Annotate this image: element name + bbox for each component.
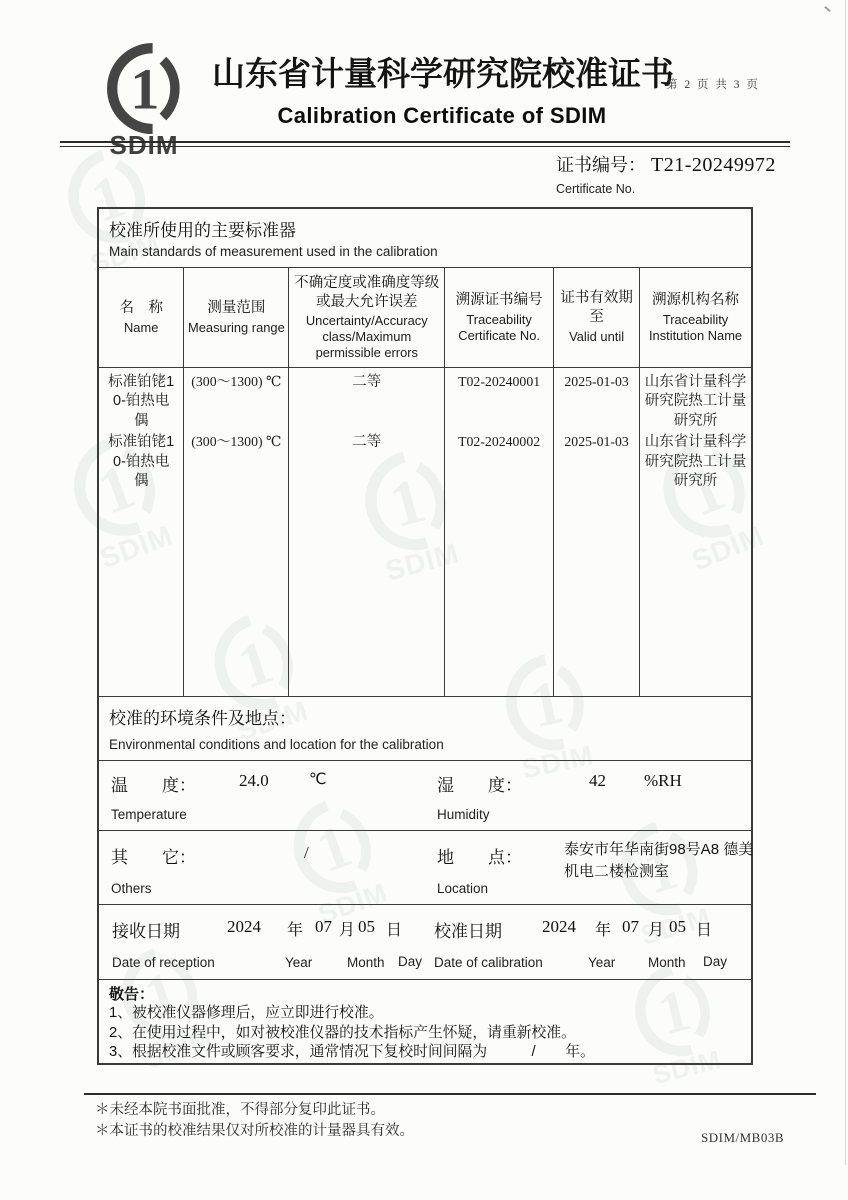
reception-month-value: 07	[315, 917, 332, 937]
others-location-row	[99, 831, 754, 906]
environment-title-zh: 校准的环境条件及地点：	[109, 708, 296, 728]
sdim-logo-text: SDIM	[109, 130, 179, 160]
col-header-valid-until-en: Valid until	[569, 329, 625, 345]
environment-section-title	[99, 697, 751, 762]
location-value: 泰安市年华南街98号A8 德美机电二楼检测室	[564, 840, 754, 880]
footer-divider	[84, 1093, 816, 1095]
std-row2-accuracy: 二等	[352, 433, 382, 450]
std-col-institution	[640, 368, 751, 696]
year-unit-en-2: Year	[588, 954, 616, 970]
certificate-body	[97, 207, 753, 1065]
temperature-label-zh: 温 度：	[111, 776, 196, 796]
svg-text:1: 1	[130, 56, 160, 122]
sdim-logo-emblem	[101, 38, 187, 134]
year-unit-zh-2: 年	[595, 922, 612, 940]
std-row1-name: 标准铂铑10-铂热电偶	[108, 373, 175, 429]
day-unit-en-2: Day	[703, 953, 728, 969]
std-col-range	[184, 368, 289, 696]
footnote-1: ＊未经本院书面批准，不得部分复印此证书。	[95, 1102, 385, 1118]
col-header-uncertainty-zh: 不确定度或准确度等级或最大允许误差	[294, 274, 440, 310]
reception-date-label-zh: 接收日期	[112, 922, 180, 942]
std-col-name	[99, 368, 184, 696]
scan-corner-mark	[824, 6, 831, 12]
std-row1-range: (300～1300) ℃	[191, 373, 282, 389]
others-label-en: Others	[111, 881, 152, 897]
standards-section-title	[99, 209, 751, 268]
month-unit-zh-2: 月	[648, 922, 665, 940]
reception-day-value: 05	[358, 917, 375, 937]
col-header-traceability-cert-en: Traceability Certificate No.	[458, 311, 540, 343]
std-row2-name: 标准铂铑10-铂热电偶	[108, 434, 175, 490]
certificate-number-label-zh: 证书编号：	[556, 155, 646, 175]
col-header-range	[184, 268, 289, 368]
col-header-range-en: Measuring range	[188, 319, 285, 335]
notice-title: 敬告：	[109, 985, 155, 1003]
temperature-unit: ℃	[309, 771, 327, 789]
others-label-zh: 其 它：	[111, 847, 196, 867]
certificate-number-label-en: Certificate No.	[556, 182, 636, 196]
reception-year-value: 2024	[227, 917, 261, 937]
calibration-month-value: 07	[622, 917, 639, 937]
std-row1-institution: 山东省计量科学研究院热工计量研究所	[644, 373, 747, 429]
standards-title-zh: 校准所使用的主要标准器	[109, 221, 296, 240]
location-label-zh: 地 点：	[437, 847, 522, 867]
col-header-valid-until	[554, 268, 640, 368]
calibration-year-value: 2024	[542, 917, 576, 937]
others-value: /	[304, 842, 309, 862]
calibration-day-value: 05	[669, 917, 686, 937]
col-header-name-zh: 名 称	[119, 299, 163, 316]
notice-item-2: 2、在使用过程中，如对被校准仪器的技术指标产生怀疑，请重新校准。	[109, 1024, 576, 1041]
humidity-value: 42	[589, 771, 606, 791]
notice-item-3: 3、根据校准文件或顾客要求，通常情况下复校时间间隔为 / 年。	[109, 1044, 595, 1061]
temperature-label-en: Temperature	[111, 806, 187, 822]
day-unit-zh-2: 日	[696, 922, 713, 940]
day-unit-en: Day	[398, 953, 423, 969]
page-number: 第 2 页 共 3 页	[666, 79, 760, 91]
page-title-zh: 山东省计量科学研究院校准证书	[212, 57, 674, 93]
environment-title-en: Environmental conditions and location for the calibration	[109, 736, 444, 752]
location-label-en: Location	[437, 881, 489, 897]
calibration-date-label-en: Date of calibration	[434, 954, 543, 970]
year-unit-zh: 年	[287, 922, 304, 940]
col-header-institution-zh: 溯源机构名称	[652, 292, 740, 308]
temperature-humidity-row	[99, 761, 751, 831]
col-header-institution	[640, 268, 751, 368]
footnotes	[95, 1100, 414, 1142]
month-unit-en: Month	[347, 954, 385, 970]
standards-title-en: Main standards of measurement used in the calibration	[109, 244, 438, 259]
std-row1-valid-until: 2025-01-03	[564, 373, 629, 389]
reception-date-label-en: Date of reception	[112, 954, 215, 970]
col-header-name	[99, 268, 184, 368]
std-col-valid-until	[554, 368, 640, 696]
std-row2-cert-no: T02-20240002	[458, 433, 541, 449]
scan-edge-line	[845, 0, 846, 1165]
certificate-number-value: T21-20249972	[651, 154, 776, 176]
std-col-cert-no	[445, 368, 554, 696]
header-divider	[60, 141, 790, 147]
col-header-institution-en: Traceability Institution Name	[648, 311, 743, 343]
humidity-unit: %RH	[644, 771, 682, 791]
temperature-value: 24.0	[239, 771, 269, 791]
col-header-range-zh: 测量范围	[207, 299, 266, 316]
footnote-2: ＊本证书的校准结果仅对所校准的计量器具有效。	[95, 1123, 414, 1140]
calibration-date-label-zh: 校准日期	[434, 922, 502, 942]
col-header-name-en: Name	[124, 319, 159, 335]
notice-item-1: 1、被校准仪器修理后，应立即进行校准。	[109, 1005, 384, 1022]
title-block	[212, 48, 672, 129]
month-unit-zh: 月	[339, 922, 356, 940]
humidity-label-zh: 湿 度：	[437, 776, 522, 796]
dates-row	[99, 905, 751, 980]
col-header-traceability-cert	[445, 268, 554, 368]
std-row2-valid-until: 2025-01-03	[564, 433, 629, 449]
std-row2-institution: 山东省计量科学研究院热工计量研究所	[644, 434, 747, 490]
form-code: SDIM/MB03B	[701, 1130, 785, 1145]
notice-section	[99, 980, 751, 1063]
std-row1-accuracy: 二等	[352, 373, 382, 390]
std-row2-range: (300～1300) ℃	[191, 433, 282, 449]
col-header-traceability-cert-zh: 溯源证书编号	[455, 292, 543, 308]
standards-table	[99, 268, 751, 697]
std-col-accuracy	[289, 368, 445, 696]
certificate-number-block	[556, 151, 776, 196]
col-header-uncertainty-en: Uncertainty/Accuracy class/Maximum permissible errors	[305, 313, 428, 360]
year-unit-en: Year	[285, 954, 313, 970]
col-header-uncertainty	[289, 268, 445, 368]
humidity-label-en: Humidity	[437, 806, 490, 822]
std-row1-cert-no: T02-20240001	[458, 373, 541, 389]
col-header-valid-until-zh: 证书有效期至	[560, 290, 633, 326]
day-unit-zh: 日	[386, 922, 403, 940]
month-unit-en-2: Month	[648, 954, 686, 970]
page-title-en: Calibration Certificate of SDIM	[277, 103, 607, 128]
